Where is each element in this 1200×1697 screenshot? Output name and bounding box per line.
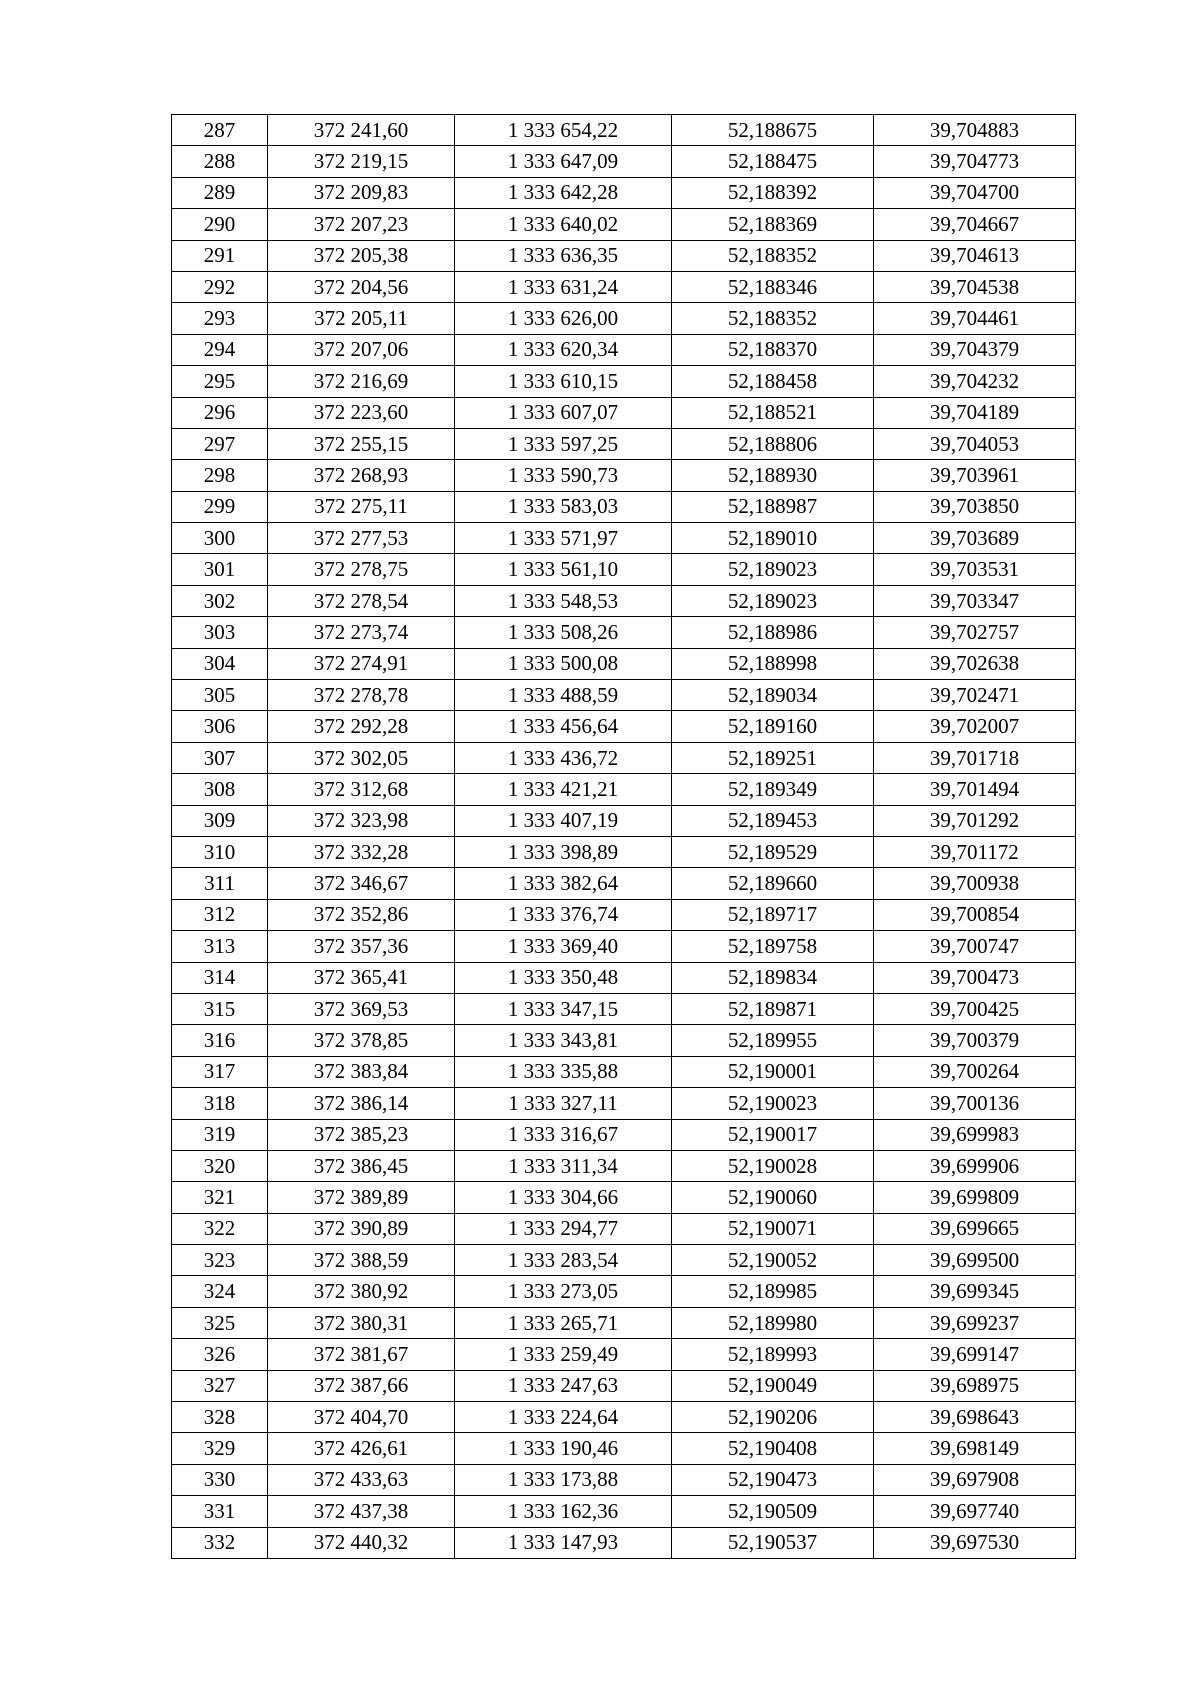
point-number-cell: 318 (172, 1088, 268, 1119)
y-coordinate-cell: 1 333 147,93 (455, 1527, 672, 1558)
x-coordinate-cell: 372 381,67 (268, 1339, 455, 1370)
x-coordinate-cell: 372 404,70 (268, 1402, 455, 1433)
table-row (172, 177, 1076, 208)
latitude-cell: 52,188369 (672, 209, 874, 240)
point-number-cell: 320 (172, 1150, 268, 1181)
table-row (172, 1464, 1076, 1495)
longitude-cell: 39,704232 (874, 366, 1076, 397)
point-number-cell: 302 (172, 585, 268, 616)
longitude-cell: 39,700264 (874, 1056, 1076, 1087)
point-number-cell: 306 (172, 711, 268, 742)
longitude-cell: 39,704667 (874, 209, 1076, 240)
x-coordinate-cell: 372 323,98 (268, 805, 455, 836)
table-row (172, 334, 1076, 365)
x-coordinate-cell: 372 426,61 (268, 1433, 455, 1464)
latitude-cell: 52,188806 (672, 428, 874, 459)
y-coordinate-cell: 1 333 173,88 (455, 1464, 672, 1495)
longitude-cell: 39,697740 (874, 1496, 1076, 1527)
point-number-cell: 288 (172, 146, 268, 177)
longitude-cell: 39,703961 (874, 460, 1076, 491)
y-coordinate-cell: 1 333 190,46 (455, 1433, 672, 1464)
point-number-cell: 327 (172, 1370, 268, 1401)
latitude-cell: 52,189955 (672, 1025, 874, 1056)
longitude-cell: 39,702757 (874, 617, 1076, 648)
latitude-cell: 52,188930 (672, 460, 874, 491)
table-row (172, 1213, 1076, 1244)
x-coordinate-cell: 372 369,53 (268, 993, 455, 1024)
latitude-cell: 52,188370 (672, 334, 874, 365)
x-coordinate-cell: 372 346,67 (268, 868, 455, 899)
table-row (172, 491, 1076, 522)
x-coordinate-cell: 372 292,28 (268, 711, 455, 742)
latitude-cell: 52,189834 (672, 962, 874, 993)
x-coordinate-cell: 372 365,41 (268, 962, 455, 993)
y-coordinate-cell: 1 333 610,15 (455, 366, 672, 397)
point-number-cell: 289 (172, 177, 268, 208)
table-row (172, 1433, 1076, 1464)
x-coordinate-cell: 372 273,74 (268, 617, 455, 648)
latitude-cell: 52,189160 (672, 711, 874, 742)
table-row (172, 115, 1076, 146)
y-coordinate-cell: 1 333 335,88 (455, 1056, 672, 1087)
table-row (172, 1527, 1076, 1558)
longitude-cell: 39,701292 (874, 805, 1076, 836)
longitude-cell: 39,699237 (874, 1307, 1076, 1338)
y-coordinate-cell: 1 333 647,09 (455, 146, 672, 177)
x-coordinate-cell: 372 332,28 (268, 836, 455, 867)
point-number-cell: 326 (172, 1339, 268, 1370)
x-coordinate-cell: 372 219,15 (268, 146, 455, 177)
point-number-cell: 291 (172, 240, 268, 271)
point-number-cell: 307 (172, 742, 268, 773)
latitude-cell: 52,188998 (672, 648, 874, 679)
latitude-cell: 52,188458 (672, 366, 874, 397)
latitude-cell: 52,189758 (672, 931, 874, 962)
latitude-cell: 52,189023 (672, 554, 874, 585)
latitude-cell: 52,189034 (672, 680, 874, 711)
table-row (172, 742, 1076, 773)
latitude-cell: 52,190052 (672, 1245, 874, 1276)
latitude-cell: 52,190049 (672, 1370, 874, 1401)
longitude-cell: 39,699906 (874, 1150, 1076, 1181)
longitude-cell: 39,699147 (874, 1339, 1076, 1370)
y-coordinate-cell: 1 333 350,48 (455, 962, 672, 993)
longitude-cell: 39,704700 (874, 177, 1076, 208)
x-coordinate-cell: 372 388,59 (268, 1245, 455, 1276)
longitude-cell: 39,697908 (874, 1464, 1076, 1495)
longitude-cell: 39,699983 (874, 1119, 1076, 1150)
y-coordinate-cell: 1 333 654,22 (455, 115, 672, 146)
x-coordinate-cell: 372 205,38 (268, 240, 455, 271)
x-coordinate-cell: 372 278,54 (268, 585, 455, 616)
latitude-cell: 52,188521 (672, 397, 874, 428)
x-coordinate-cell: 372 383,84 (268, 1056, 455, 1087)
x-coordinate-cell: 372 387,66 (268, 1370, 455, 1401)
longitude-cell: 39,700473 (874, 962, 1076, 993)
latitude-cell: 52,189871 (672, 993, 874, 1024)
x-coordinate-cell: 372 386,14 (268, 1088, 455, 1119)
table-row (172, 1307, 1076, 1338)
point-number-cell: 330 (172, 1464, 268, 1495)
y-coordinate-cell: 1 333 259,49 (455, 1339, 672, 1370)
longitude-cell: 39,703347 (874, 585, 1076, 616)
point-number-cell: 308 (172, 774, 268, 805)
x-coordinate-cell: 372 389,89 (268, 1182, 455, 1213)
x-coordinate-cell: 372 380,31 (268, 1307, 455, 1338)
y-coordinate-cell: 1 333 265,71 (455, 1307, 672, 1338)
x-coordinate-cell: 372 312,68 (268, 774, 455, 805)
x-coordinate-cell: 372 378,85 (268, 1025, 455, 1056)
latitude-cell: 52,190001 (672, 1056, 874, 1087)
longitude-cell: 39,704773 (874, 146, 1076, 177)
table-row (172, 460, 1076, 491)
point-number-cell: 293 (172, 303, 268, 334)
x-coordinate-cell: 372 207,06 (268, 334, 455, 365)
y-coordinate-cell: 1 333 631,24 (455, 271, 672, 302)
longitude-cell: 39,703850 (874, 491, 1076, 522)
x-coordinate-cell: 372 277,53 (268, 523, 455, 554)
point-number-cell: 322 (172, 1213, 268, 1244)
point-number-cell: 304 (172, 648, 268, 679)
latitude-cell: 52,188392 (672, 177, 874, 208)
point-number-cell: 323 (172, 1245, 268, 1276)
table-row (172, 523, 1076, 554)
table-row (172, 303, 1076, 334)
latitude-cell: 52,188352 (672, 303, 874, 334)
point-number-cell: 297 (172, 428, 268, 459)
longitude-cell: 39,702471 (874, 680, 1076, 711)
table-row (172, 1119, 1076, 1150)
y-coordinate-cell: 1 333 162,36 (455, 1496, 672, 1527)
table-row (172, 805, 1076, 836)
y-coordinate-cell: 1 333 636,35 (455, 240, 672, 271)
y-coordinate-cell: 1 333 488,59 (455, 680, 672, 711)
coordinates-table (171, 114, 1076, 1559)
table-row (172, 711, 1076, 742)
point-number-cell: 303 (172, 617, 268, 648)
point-number-cell: 332 (172, 1527, 268, 1558)
longitude-cell: 39,704538 (874, 271, 1076, 302)
y-coordinate-cell: 1 333 548,53 (455, 585, 672, 616)
point-number-cell: 316 (172, 1025, 268, 1056)
x-coordinate-cell: 372 433,63 (268, 1464, 455, 1495)
x-coordinate-cell: 372 385,23 (268, 1119, 455, 1150)
y-coordinate-cell: 1 333 590,73 (455, 460, 672, 491)
longitude-cell: 39,703531 (874, 554, 1076, 585)
y-coordinate-cell: 1 333 382,64 (455, 868, 672, 899)
longitude-cell: 39,697530 (874, 1527, 1076, 1558)
x-coordinate-cell: 372 386,45 (268, 1150, 455, 1181)
table-row (172, 836, 1076, 867)
x-coordinate-cell: 372 255,15 (268, 428, 455, 459)
table-row (172, 1150, 1076, 1181)
longitude-cell: 39,700136 (874, 1088, 1076, 1119)
longitude-cell: 39,698643 (874, 1402, 1076, 1433)
y-coordinate-cell: 1 333 343,81 (455, 1025, 672, 1056)
x-coordinate-cell: 372 209,83 (268, 177, 455, 208)
x-coordinate-cell: 372 275,11 (268, 491, 455, 522)
table-row (172, 1276, 1076, 1307)
point-number-cell: 305 (172, 680, 268, 711)
table-row (172, 366, 1076, 397)
y-coordinate-cell: 1 333 640,02 (455, 209, 672, 240)
point-number-cell: 313 (172, 931, 268, 962)
latitude-cell: 52,190537 (672, 1527, 874, 1558)
y-coordinate-cell: 1 333 327,11 (455, 1088, 672, 1119)
longitude-cell: 39,700747 (874, 931, 1076, 962)
point-number-cell: 309 (172, 805, 268, 836)
y-coordinate-cell: 1 333 508,26 (455, 617, 672, 648)
latitude-cell: 52,188986 (672, 617, 874, 648)
y-coordinate-cell: 1 333 376,74 (455, 899, 672, 930)
y-coordinate-cell: 1 333 224,64 (455, 1402, 672, 1433)
y-coordinate-cell: 1 333 247,63 (455, 1370, 672, 1401)
table-row (172, 774, 1076, 805)
x-coordinate-cell: 372 440,32 (268, 1527, 455, 1558)
point-number-cell: 321 (172, 1182, 268, 1213)
table-row (172, 271, 1076, 302)
point-number-cell: 292 (172, 271, 268, 302)
point-number-cell: 328 (172, 1402, 268, 1433)
y-coordinate-cell: 1 333 294,77 (455, 1213, 672, 1244)
table-row (172, 962, 1076, 993)
latitude-cell: 52,190408 (672, 1433, 874, 1464)
y-coordinate-cell: 1 333 369,40 (455, 931, 672, 962)
table-row (172, 1402, 1076, 1433)
longitude-cell: 39,704053 (874, 428, 1076, 459)
longitude-cell: 39,700379 (874, 1025, 1076, 1056)
longitude-cell: 39,704379 (874, 334, 1076, 365)
longitude-cell: 39,704613 (874, 240, 1076, 271)
latitude-cell: 52,190023 (672, 1088, 874, 1119)
latitude-cell: 52,189010 (672, 523, 874, 554)
latitude-cell: 52,190509 (672, 1496, 874, 1527)
table-row (172, 146, 1076, 177)
point-number-cell: 299 (172, 491, 268, 522)
latitude-cell: 52,189980 (672, 1307, 874, 1338)
point-number-cell: 296 (172, 397, 268, 428)
x-coordinate-cell: 372 204,56 (268, 271, 455, 302)
y-coordinate-cell: 1 333 583,03 (455, 491, 672, 522)
x-coordinate-cell: 372 223,60 (268, 397, 455, 428)
point-number-cell: 315 (172, 993, 268, 1024)
table-row (172, 240, 1076, 271)
table-row (172, 931, 1076, 962)
x-coordinate-cell: 372 380,92 (268, 1276, 455, 1307)
table-row (172, 868, 1076, 899)
table-row (172, 397, 1076, 428)
y-coordinate-cell: 1 333 311,34 (455, 1150, 672, 1181)
x-coordinate-cell: 372 241,60 (268, 115, 455, 146)
point-number-cell: 311 (172, 868, 268, 899)
point-number-cell: 301 (172, 554, 268, 585)
y-coordinate-cell: 1 333 421,21 (455, 774, 672, 805)
x-coordinate-cell: 372 357,36 (268, 931, 455, 962)
x-coordinate-cell: 372 274,91 (268, 648, 455, 679)
longitude-cell: 39,704461 (874, 303, 1076, 334)
point-number-cell: 295 (172, 366, 268, 397)
longitude-cell: 39,699665 (874, 1213, 1076, 1244)
longitude-cell: 39,702007 (874, 711, 1076, 742)
y-coordinate-cell: 1 333 571,97 (455, 523, 672, 554)
table-row (172, 993, 1076, 1024)
latitude-cell: 52,188987 (672, 491, 874, 522)
x-coordinate-cell: 372 352,86 (268, 899, 455, 930)
latitude-cell: 52,188352 (672, 240, 874, 271)
table-row (172, 1088, 1076, 1119)
latitude-cell: 52,190028 (672, 1150, 874, 1181)
latitude-cell: 52,189985 (672, 1276, 874, 1307)
table-row (172, 554, 1076, 585)
table-row (172, 617, 1076, 648)
point-number-cell: 329 (172, 1433, 268, 1464)
latitude-cell: 52,189993 (672, 1339, 874, 1370)
table-row (172, 209, 1076, 240)
table-row (172, 1182, 1076, 1213)
y-coordinate-cell: 1 333 607,07 (455, 397, 672, 428)
longitude-cell: 39,699500 (874, 1245, 1076, 1276)
latitude-cell: 52,189251 (672, 742, 874, 773)
point-number-cell: 312 (172, 899, 268, 930)
latitude-cell: 52,188675 (672, 115, 874, 146)
latitude-cell: 52,190473 (672, 1464, 874, 1495)
x-coordinate-cell: 372 437,38 (268, 1496, 455, 1527)
y-coordinate-cell: 1 333 436,72 (455, 742, 672, 773)
longitude-cell: 39,700854 (874, 899, 1076, 930)
point-number-cell: 317 (172, 1056, 268, 1087)
latitude-cell: 52,189660 (672, 868, 874, 899)
point-number-cell: 314 (172, 962, 268, 993)
y-coordinate-cell: 1 333 456,64 (455, 711, 672, 742)
table-row (172, 1245, 1076, 1276)
latitude-cell: 52,190060 (672, 1182, 874, 1213)
latitude-cell: 52,189453 (672, 805, 874, 836)
x-coordinate-cell: 372 207,23 (268, 209, 455, 240)
point-number-cell: 287 (172, 115, 268, 146)
y-coordinate-cell: 1 333 597,25 (455, 428, 672, 459)
y-coordinate-cell: 1 333 407,19 (455, 805, 672, 836)
longitude-cell: 39,703689 (874, 523, 1076, 554)
point-number-cell: 294 (172, 334, 268, 365)
latitude-cell: 52,190017 (672, 1119, 874, 1150)
latitude-cell: 52,188475 (672, 146, 874, 177)
table-row (172, 1496, 1076, 1527)
x-coordinate-cell: 372 205,11 (268, 303, 455, 334)
table-row (172, 585, 1076, 616)
y-coordinate-cell: 1 333 561,10 (455, 554, 672, 585)
latitude-cell: 52,190206 (672, 1402, 874, 1433)
point-number-cell: 324 (172, 1276, 268, 1307)
latitude-cell: 52,189349 (672, 774, 874, 805)
longitude-cell: 39,699345 (874, 1276, 1076, 1307)
table-row (172, 1339, 1076, 1370)
latitude-cell: 52,189023 (672, 585, 874, 616)
point-number-cell: 290 (172, 209, 268, 240)
y-coordinate-cell: 1 333 273,05 (455, 1276, 672, 1307)
longitude-cell: 39,701494 (874, 774, 1076, 805)
x-coordinate-cell: 372 302,05 (268, 742, 455, 773)
point-number-cell: 310 (172, 836, 268, 867)
latitude-cell: 52,190071 (672, 1213, 874, 1244)
x-coordinate-cell: 372 216,69 (268, 366, 455, 397)
point-number-cell: 331 (172, 1496, 268, 1527)
y-coordinate-cell: 1 333 642,28 (455, 177, 672, 208)
x-coordinate-cell: 372 268,93 (268, 460, 455, 491)
longitude-cell: 39,704883 (874, 115, 1076, 146)
table-row (172, 1370, 1076, 1401)
table-row (172, 648, 1076, 679)
latitude-cell: 52,189717 (672, 899, 874, 930)
longitude-cell: 39,698975 (874, 1370, 1076, 1401)
x-coordinate-cell: 372 390,89 (268, 1213, 455, 1244)
longitude-cell: 39,698149 (874, 1433, 1076, 1464)
table-row (172, 680, 1076, 711)
y-coordinate-cell: 1 333 398,89 (455, 836, 672, 867)
longitude-cell: 39,701172 (874, 836, 1076, 867)
longitude-cell: 39,700425 (874, 993, 1076, 1024)
y-coordinate-cell: 1 333 500,08 (455, 648, 672, 679)
longitude-cell: 39,701718 (874, 742, 1076, 773)
point-number-cell: 300 (172, 523, 268, 554)
y-coordinate-cell: 1 333 347,15 (455, 993, 672, 1024)
y-coordinate-cell: 1 333 316,67 (455, 1119, 672, 1150)
longitude-cell: 39,704189 (874, 397, 1076, 428)
point-number-cell: 325 (172, 1307, 268, 1338)
longitude-cell: 39,702638 (874, 648, 1076, 679)
y-coordinate-cell: 1 333 283,54 (455, 1245, 672, 1276)
y-coordinate-cell: 1 333 626,00 (455, 303, 672, 334)
table-row (172, 1056, 1076, 1087)
table-row (172, 899, 1076, 930)
x-coordinate-cell: 372 278,78 (268, 680, 455, 711)
table-row (172, 428, 1076, 459)
point-number-cell: 298 (172, 460, 268, 491)
longitude-cell: 39,699809 (874, 1182, 1076, 1213)
y-coordinate-cell: 1 333 620,34 (455, 334, 672, 365)
longitude-cell: 39,700938 (874, 868, 1076, 899)
point-number-cell: 319 (172, 1119, 268, 1150)
latitude-cell: 52,189529 (672, 836, 874, 867)
coordinates-table-body (172, 115, 1076, 1559)
x-coordinate-cell: 372 278,75 (268, 554, 455, 585)
latitude-cell: 52,188346 (672, 271, 874, 302)
y-coordinate-cell: 1 333 304,66 (455, 1182, 672, 1213)
table-row (172, 1025, 1076, 1056)
